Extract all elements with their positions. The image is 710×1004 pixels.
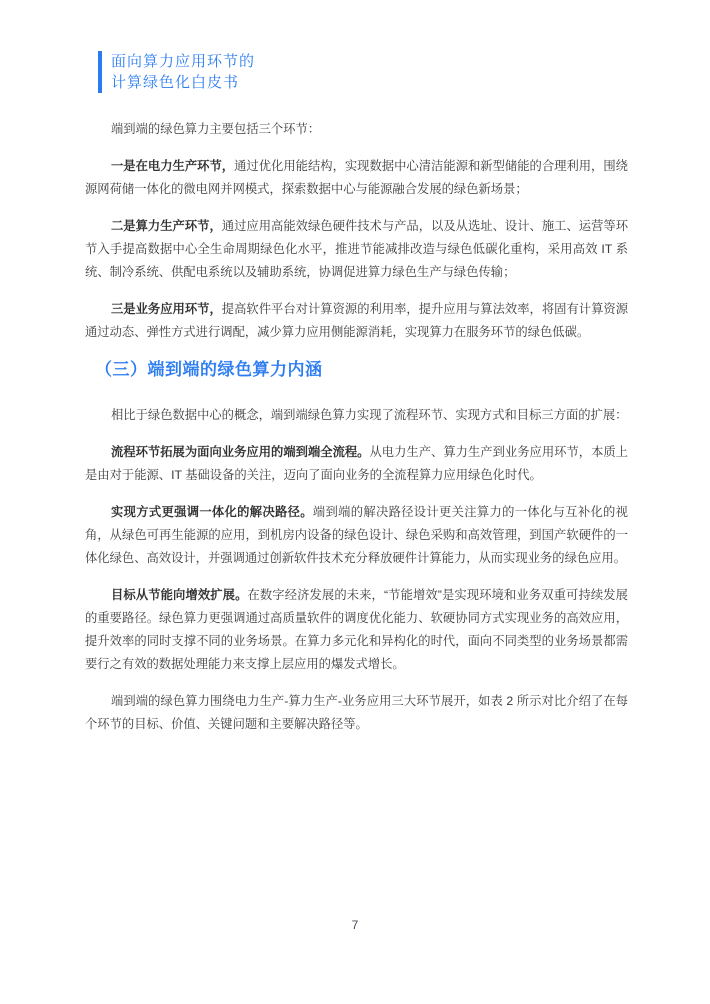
paragraph-text: 通过应用高能效绿色硬件技术与产品，以及从选址、设计、施工、运营等环节入手提高数据中心全生命周期绿色化水平，推进节能减排改造与绿色低碳化重构，采用高效 IT 系统、制冷系统、供配电系统以及辅助系统，协调促进算力绿色生产与绿色传输； <box>85 219 628 279</box>
paragraph-lead: 实现方式更强调一体化的解决路径。 <box>111 505 313 519</box>
paragraph-intro <box>85 118 628 141</box>
paragraph-efficiency-goal <box>85 584 628 676</box>
paragraph-lead: 二是算力生产环节， <box>111 219 222 233</box>
paragraph-lead: 一是在电力生产环节， <box>111 159 235 173</box>
paragraph-power-production <box>85 155 628 201</box>
paragraph-expansion-intro <box>85 404 628 427</box>
paragraph-integrated-solution <box>85 501 628 570</box>
paragraph-text: 在数字经济发展的未来，“节能增效”是实现环境和业务双重可持续发展的重要路径。绿色算力更强调通过高质量软件的调度优化能力、软硬协同方式实现业务的高效应用，提升效率的同时支撑不同的业务场景。在算力多元化和异构化的时代，面向不同类型的业务场景都需要行之有效的数据处理能力来支撑上层应用的爆发式增长。 <box>85 588 628 671</box>
paragraph-lead: 目标从节能向增效扩展。 <box>111 588 248 602</box>
page-number: 7 <box>351 918 359 932</box>
paragraph-text: 端到端的解决路径设计更关注算力的一体化与互补化的视角，从绿色可再生能源的应用，到机房内设备的绿色设计、绿色采购和高效管理，到国产软硬件的一体化绿色、高效设计，并强调通过创新软件技术充分释放硬件计算能力，从而实现业务的绿色应用。 <box>85 505 628 565</box>
doc-title <box>111 51 255 93</box>
paragraph-text: 从电力生产、算力生产到业务应用环节，本质上是由对于能源、IT 基础设备的关注，迈向了面向业务的全流程算力应用绿色化时代。 <box>85 445 628 482</box>
section-heading: （三）端到端的绿色算力内涵 <box>95 360 323 379</box>
accent-bar <box>98 51 102 93</box>
paragraph-text: 通过优化用能结构，实现数据中心清洁能源和新型储能的合理利用，围绕源网荷储一体化的微电网并网模式，探索数据中心与能源融合发展的绿色新场景； <box>85 159 628 196</box>
paragraph-process-expansion <box>85 441 628 487</box>
page-content <box>85 118 628 750</box>
doc-title-line2: 计算绿色化白皮书 <box>111 74 240 91</box>
paragraph-text: 端到端的绿色算力主要包括三个环节： <box>111 122 321 136</box>
paragraph-computing-production <box>85 215 628 284</box>
doc-header <box>98 51 255 93</box>
paragraph-text: 端到端的绿色算力围绕电力生产-算力生产-业务应用三大环节展开，如表 2 所示对比介绍了在每个环节的目标、价值、关键问题和主要解决路径等。 <box>85 694 628 731</box>
paragraph-text: 相比于绿色数据中心的概念，端到端绿色算力实现了流程环节、实现方式和目标三方面的扩展： <box>111 408 628 422</box>
doc-title-line1: 面向算力应用环节的 <box>111 53 256 70</box>
paragraph-text: 提高软件平台对计算资源的利用率，提升应用与算法效率，将固有计算资源通过动态、弹性方式进行调配，减少算力应用侧能源消耗，实现算力在服务环节的绿色低碳。 <box>85 302 628 339</box>
paragraph-lead: 三是业务应用环节， <box>111 302 222 316</box>
paragraph-business-application <box>85 298 628 344</box>
paragraph-lead: 流程环节拓展为面向业务应用的端到端全流程。 <box>111 445 370 459</box>
paragraph-table-reference <box>85 690 628 736</box>
